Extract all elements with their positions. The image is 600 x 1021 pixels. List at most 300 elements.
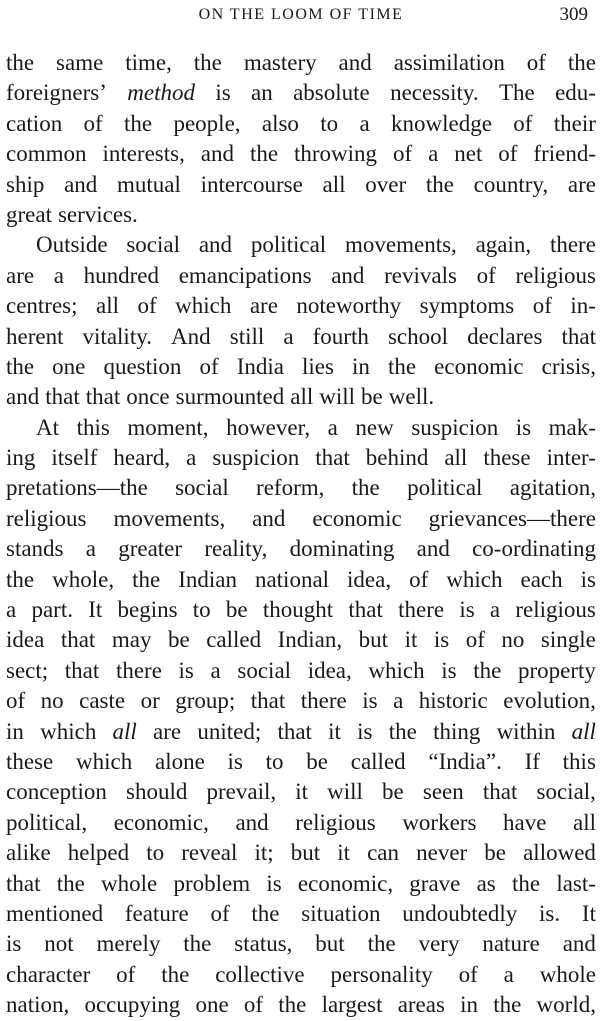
word: that bbox=[561, 323, 596, 349]
word: within bbox=[496, 718, 556, 744]
word: merely bbox=[96, 931, 161, 957]
word: a bbox=[210, 657, 221, 683]
word: inter- bbox=[546, 445, 596, 471]
word: be bbox=[225, 597, 248, 623]
word: of bbox=[476, 262, 496, 288]
word: reform, bbox=[256, 475, 325, 501]
word: suspicion bbox=[212, 445, 300, 471]
word: mastery bbox=[243, 50, 317, 75]
word: and bbox=[235, 809, 269, 835]
word: net bbox=[454, 141, 483, 167]
word: prevail, bbox=[206, 779, 277, 805]
word: the bbox=[161, 961, 190, 987]
word: of bbox=[526, 50, 546, 75]
word: in bbox=[460, 992, 479, 1018]
word: services. bbox=[57, 201, 138, 227]
word: not bbox=[44, 931, 74, 957]
word: of bbox=[498, 141, 518, 167]
text-line bbox=[6, 352, 596, 382]
word: no bbox=[40, 688, 64, 714]
word: once bbox=[126, 384, 170, 410]
running-title: ON THE LOOM OF TIME bbox=[198, 6, 404, 23]
word: is bbox=[266, 870, 282, 896]
word: which bbox=[368, 657, 425, 683]
word: economic, bbox=[113, 809, 209, 835]
word: are bbox=[567, 171, 596, 197]
word: economic bbox=[312, 505, 402, 531]
word: should bbox=[126, 779, 188, 805]
word: foreigners’ bbox=[6, 80, 107, 106]
word: the bbox=[511, 870, 541, 896]
text-line bbox=[6, 534, 596, 564]
word: in bbox=[6, 718, 24, 744]
text-line bbox=[6, 717, 596, 747]
word: political bbox=[407, 475, 483, 501]
word: and bbox=[338, 50, 372, 75]
word: a bbox=[393, 688, 404, 714]
word: all bbox=[96, 293, 119, 319]
word: dominating bbox=[289, 536, 395, 562]
word: and bbox=[562, 931, 596, 957]
word: it; bbox=[254, 840, 274, 866]
word: social bbox=[175, 475, 229, 501]
word: the bbox=[56, 870, 85, 896]
word: that bbox=[348, 597, 383, 623]
word: are bbox=[249, 293, 278, 319]
word: the bbox=[493, 992, 522, 1018]
word: a bbox=[6, 597, 17, 623]
word: moment, bbox=[127, 414, 209, 440]
word: noteworthy bbox=[296, 293, 402, 319]
word: religious bbox=[295, 809, 376, 835]
word: will bbox=[327, 779, 363, 805]
word: social bbox=[237, 657, 292, 683]
word: If bbox=[524, 748, 540, 774]
word: India bbox=[236, 353, 284, 379]
text-line bbox=[6, 838, 596, 868]
word: the bbox=[124, 110, 153, 136]
word: and bbox=[416, 536, 450, 562]
word: be bbox=[167, 627, 190, 653]
word: time, bbox=[125, 50, 172, 75]
body-text bbox=[6, 48, 596, 1021]
text-line bbox=[6, 899, 596, 929]
word: begins bbox=[117, 597, 178, 623]
word: mak- bbox=[548, 414, 596, 440]
word: the bbox=[567, 50, 596, 75]
text-line bbox=[6, 230, 596, 260]
word: very bbox=[418, 931, 460, 957]
word: absolute bbox=[293, 80, 370, 106]
word: and bbox=[331, 262, 365, 288]
text-line bbox=[6, 261, 596, 291]
word: to bbox=[192, 597, 211, 623]
word: religious bbox=[515, 262, 596, 288]
word: there bbox=[549, 232, 596, 258]
word: alone bbox=[154, 748, 205, 774]
word: people, bbox=[173, 110, 241, 136]
text-line bbox=[6, 291, 596, 321]
word: no bbox=[501, 627, 525, 653]
word: is bbox=[441, 657, 457, 683]
word: fourth bbox=[312, 323, 369, 349]
word: also bbox=[261, 110, 299, 136]
text-line bbox=[6, 625, 596, 655]
text-line bbox=[6, 170, 596, 200]
word: friend- bbox=[533, 141, 596, 167]
word: the bbox=[249, 141, 279, 167]
word: a bbox=[359, 110, 370, 136]
text-line bbox=[6, 443, 596, 473]
word: agitation, bbox=[509, 475, 596, 501]
word: is bbox=[580, 566, 596, 592]
word: religious bbox=[6, 505, 87, 531]
word: nation, bbox=[6, 992, 70, 1018]
word: that bbox=[85, 384, 121, 410]
text-line bbox=[6, 139, 596, 169]
word: a bbox=[428, 141, 439, 167]
word: the bbox=[6, 50, 35, 75]
word: It bbox=[581, 900, 596, 926]
word: group; bbox=[175, 688, 236, 714]
word: vitality. bbox=[82, 323, 152, 349]
text-line bbox=[6, 473, 596, 503]
word: whole bbox=[539, 961, 596, 987]
text-line bbox=[6, 777, 596, 807]
word: new bbox=[355, 414, 394, 440]
word: occupying bbox=[84, 992, 181, 1018]
word: interests, bbox=[102, 141, 185, 167]
word: social bbox=[126, 232, 181, 258]
word: is bbox=[433, 627, 450, 653]
word: throwing bbox=[293, 141, 378, 167]
word: problem bbox=[173, 870, 251, 896]
word: the bbox=[388, 353, 417, 379]
text-line bbox=[6, 747, 596, 777]
word: common bbox=[6, 141, 87, 167]
word: of bbox=[6, 688, 26, 714]
word: is bbox=[178, 657, 194, 683]
word: called bbox=[350, 748, 406, 774]
word: edu- bbox=[555, 80, 596, 106]
word: great bbox=[6, 201, 52, 227]
word: of bbox=[465, 627, 485, 653]
word: and bbox=[252, 505, 286, 531]
word: which bbox=[446, 566, 503, 592]
word: thought bbox=[262, 597, 334, 623]
word: is bbox=[6, 931, 22, 957]
word: all bbox=[112, 718, 137, 744]
word: is bbox=[227, 748, 243, 774]
word: a bbox=[85, 536, 96, 562]
word: that bbox=[6, 870, 41, 896]
word: the bbox=[6, 353, 35, 379]
word: are bbox=[6, 262, 35, 288]
word: political, bbox=[6, 809, 88, 835]
text-line bbox=[6, 565, 596, 595]
word: be bbox=[484, 840, 506, 866]
word: all bbox=[444, 445, 468, 471]
word: each bbox=[520, 566, 563, 592]
word: and bbox=[198, 232, 233, 258]
word: idea, bbox=[347, 566, 392, 592]
word: suspicion bbox=[411, 414, 499, 440]
word: greater bbox=[118, 536, 183, 562]
word: stands bbox=[6, 536, 64, 562]
word: is bbox=[459, 597, 475, 623]
word: idea, bbox=[307, 657, 352, 683]
word: but bbox=[358, 627, 389, 653]
word: again, bbox=[475, 232, 532, 258]
word: which bbox=[76, 748, 133, 774]
word: movements, bbox=[345, 232, 457, 258]
word: there bbox=[300, 688, 347, 714]
word: grievances—there bbox=[428, 505, 596, 531]
word: which bbox=[40, 718, 97, 744]
word: one bbox=[52, 353, 86, 379]
word: social, bbox=[536, 779, 596, 805]
word: reveal bbox=[181, 840, 238, 866]
word: be bbox=[382, 779, 404, 805]
word: a bbox=[283, 323, 294, 349]
text-line bbox=[6, 595, 596, 625]
word: the bbox=[388, 718, 417, 744]
word: still bbox=[229, 323, 265, 349]
word: lies bbox=[302, 353, 334, 379]
word: is bbox=[362, 688, 378, 714]
word: that bbox=[315, 445, 350, 471]
word: to bbox=[146, 840, 165, 866]
word: reality, bbox=[204, 536, 268, 562]
word: over bbox=[365, 171, 407, 197]
word: of bbox=[116, 961, 136, 987]
word: crisis, bbox=[541, 353, 596, 379]
word: the bbox=[132, 566, 161, 592]
word: is bbox=[515, 414, 532, 440]
word: a bbox=[503, 961, 514, 987]
word: method bbox=[127, 80, 195, 106]
word: the bbox=[193, 50, 222, 75]
word: that bbox=[250, 688, 286, 714]
word: mentioned bbox=[6, 900, 104, 926]
word: It bbox=[88, 597, 103, 623]
word: character bbox=[6, 961, 91, 987]
word: the bbox=[367, 931, 396, 957]
word: all bbox=[290, 384, 314, 410]
word: same bbox=[56, 50, 104, 75]
word: single bbox=[540, 627, 596, 653]
word: however, bbox=[226, 414, 311, 440]
word: At bbox=[36, 414, 59, 440]
word: that bbox=[45, 384, 80, 410]
word: symptoms bbox=[419, 293, 515, 319]
text-line bbox=[6, 322, 596, 352]
word: pretations—the bbox=[6, 475, 148, 501]
word: as bbox=[476, 870, 496, 896]
word: the bbox=[6, 566, 35, 592]
word: personality bbox=[330, 961, 433, 987]
word: economic bbox=[434, 353, 524, 379]
word: well. bbox=[388, 384, 435, 410]
word: of bbox=[409, 566, 429, 592]
word: whole, bbox=[52, 566, 115, 592]
word: a bbox=[327, 414, 338, 440]
word: of bbox=[243, 992, 264, 1018]
text-line bbox=[6, 48, 596, 78]
running-head bbox=[10, 4, 592, 28]
word: ing bbox=[6, 445, 36, 471]
word: and bbox=[64, 171, 98, 197]
word: of bbox=[137, 293, 157, 319]
text-line bbox=[6, 656, 596, 686]
word: collective bbox=[215, 961, 305, 987]
word: nature bbox=[482, 931, 540, 957]
word: Indian bbox=[178, 566, 237, 592]
word: or bbox=[140, 688, 160, 714]
word: of bbox=[513, 110, 533, 136]
word: in- bbox=[570, 293, 596, 319]
word: assimilation bbox=[393, 50, 505, 75]
word: centres; bbox=[6, 293, 78, 319]
word: thing bbox=[433, 718, 481, 744]
word: grave bbox=[409, 870, 461, 896]
word: this bbox=[562, 748, 596, 774]
word: economic, bbox=[297, 870, 394, 896]
word: allowed bbox=[523, 840, 596, 866]
word: of bbox=[210, 900, 230, 926]
word: of bbox=[532, 293, 552, 319]
word: but bbox=[290, 840, 321, 866]
word: which bbox=[175, 293, 232, 319]
word: to bbox=[320, 110, 339, 136]
word: itself bbox=[51, 445, 98, 471]
word: conception bbox=[6, 779, 107, 805]
word: but bbox=[315, 931, 345, 957]
word: that bbox=[60, 627, 96, 653]
word: of bbox=[392, 141, 413, 167]
word: it bbox=[328, 718, 341, 744]
word: Indian, bbox=[277, 627, 343, 653]
word: the bbox=[425, 171, 454, 197]
word: an bbox=[251, 80, 273, 106]
word: The bbox=[498, 80, 535, 106]
text-line bbox=[6, 200, 596, 230]
word: united; bbox=[197, 718, 262, 744]
word: may bbox=[111, 627, 152, 653]
word: will bbox=[319, 384, 356, 410]
word: there bbox=[398, 597, 445, 623]
word: are bbox=[153, 718, 182, 744]
text-line bbox=[6, 504, 596, 534]
word: is bbox=[215, 80, 231, 106]
word: to bbox=[265, 748, 284, 774]
word: cation bbox=[6, 110, 63, 136]
word: world, bbox=[536, 992, 596, 1018]
word: ship bbox=[6, 171, 45, 197]
word: helped bbox=[67, 840, 130, 866]
word: heard, bbox=[113, 445, 171, 471]
word: question bbox=[103, 353, 182, 379]
text-line bbox=[6, 686, 596, 716]
word: called bbox=[206, 627, 262, 653]
word: necessity. bbox=[390, 80, 479, 106]
word: movements, bbox=[113, 505, 226, 531]
word: co-ordinating bbox=[472, 536, 596, 562]
word: surmounted bbox=[175, 384, 285, 410]
word: intercourse bbox=[200, 171, 303, 197]
word: the bbox=[251, 900, 280, 926]
word: national bbox=[254, 566, 330, 592]
word: religious bbox=[515, 597, 596, 623]
word: never bbox=[416, 840, 468, 866]
word: status, bbox=[234, 931, 293, 957]
text-line bbox=[6, 382, 596, 412]
word: these bbox=[483, 445, 531, 471]
word: workers bbox=[402, 809, 477, 835]
word: a bbox=[53, 262, 64, 288]
word: situation bbox=[301, 900, 381, 926]
word: of bbox=[458, 961, 478, 987]
word: school bbox=[387, 323, 448, 349]
word: that bbox=[64, 657, 100, 683]
word: the bbox=[183, 931, 212, 957]
word: it bbox=[337, 840, 350, 866]
word: that bbox=[277, 718, 312, 744]
word: of bbox=[199, 353, 219, 379]
word: revivals bbox=[384, 262, 457, 288]
word: a bbox=[489, 597, 501, 623]
word: have bbox=[502, 809, 547, 835]
word: hundred bbox=[83, 262, 160, 288]
text-line bbox=[6, 109, 596, 139]
word: can bbox=[367, 840, 400, 866]
word: these bbox=[6, 748, 54, 774]
word: areas bbox=[397, 992, 445, 1018]
word: the bbox=[473, 657, 502, 683]
word: all bbox=[572, 809, 596, 835]
word: Outside bbox=[36, 232, 108, 258]
word: mutual bbox=[117, 171, 181, 197]
word: historic bbox=[418, 688, 488, 714]
word: their bbox=[553, 110, 596, 136]
word: all bbox=[322, 171, 346, 197]
text-line bbox=[6, 960, 596, 990]
word: sect; bbox=[6, 657, 49, 683]
word: be bbox=[361, 384, 383, 410]
word: and bbox=[6, 384, 40, 410]
word: last- bbox=[556, 870, 596, 896]
word: herent bbox=[6, 323, 64, 349]
word: “India”. bbox=[428, 748, 502, 774]
word: feature bbox=[124, 900, 189, 926]
word: that bbox=[482, 779, 518, 805]
word: a bbox=[186, 445, 197, 471]
word: in bbox=[352, 353, 370, 379]
word: there bbox=[115, 657, 162, 683]
word: the bbox=[351, 475, 380, 501]
word: declares bbox=[467, 323, 543, 349]
word: whole bbox=[101, 870, 158, 896]
word: And bbox=[171, 323, 211, 349]
word: knowledge bbox=[391, 110, 492, 136]
text-line bbox=[6, 78, 596, 108]
word: alike bbox=[6, 840, 51, 866]
word: political bbox=[250, 232, 327, 258]
word: is bbox=[357, 718, 373, 744]
word: undoubtedly bbox=[402, 900, 518, 926]
word: seen bbox=[422, 779, 464, 805]
word: all bbox=[571, 718, 596, 744]
